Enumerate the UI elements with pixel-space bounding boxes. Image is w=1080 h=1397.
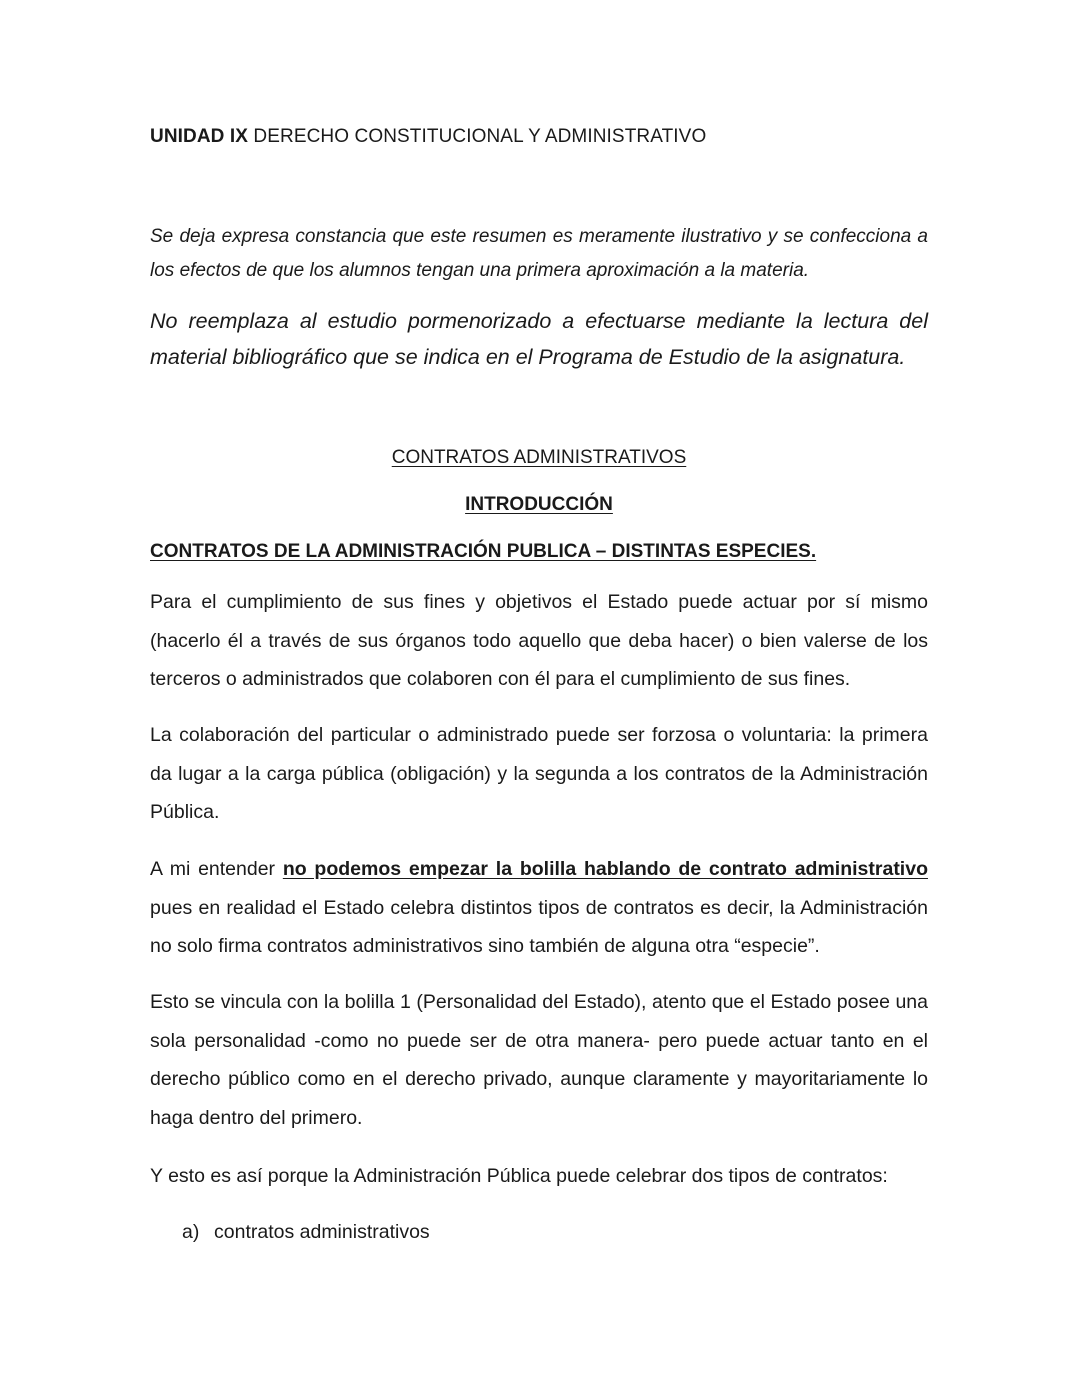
unit-title [150,126,706,148]
body-paragraph-2: La colaboración del particular o administrado puede ser forzosa o voluntaria: la primera da lugar a la carga pública (obligación) y la segunda a los contratos de la Administración Pública. [150,724,928,823]
paragraph-3-end: pues en realidad el Estado celebra distintos tipos de contratos es decir, la Administración no solo firma contratos administrativos sino también de alguna otra “especie”. [150,896,928,957]
unit-subject: DERECHO CONSTITUCIONAL Y ADMINISTRATIVO [253,126,707,147]
paragraph-3-start: A mi entender [150,858,283,880]
disclaimer-paragraph-2: No reemplaza al estudio pormenorizado a efectuarse mediante la lectura del material bibliográfico que se indica en el Programa de Estudio de la asignatura. [150,309,928,369]
heading-contratos-administrativos: CONTRATOS ADMINISTRATIVOS [391,447,687,468]
section-heading: CONTRATOS DE LA ADMINISTRACIÓN PUBLICA – DISTINTAS ESPECIES. [150,541,817,562]
body-paragraph-1: Para el cumplimiento de sus fines y objetivos el Estado puede actuar por sí mismo (hacerlo él a través de sus órganos todo aquello que deba hacer) o bien valerse de los terceros o administrados que colaboren con él para el cumplimiento de sus fines. [150,591,928,690]
body-paragraph-5: Y esto es así porque la Administración Pública puede celebrar dos tipos de contratos: [150,1165,888,1187]
disclaimer-paragraph-1: Se deja expresa constancia que este resumen es meramente ilustrativo y se confecciona a los efectos de que los alumnos tengan una primera aproximación a la materia. [150,226,928,281]
body-paragraph-3 [150,850,928,966]
heading-introduccion: INTRODUCCIÓN [465,494,613,515]
list-item [182,1213,430,1252]
unit-label: UNIDAD IX [150,126,249,147]
list-item-text: contratos administrativos [214,1221,430,1243]
body-paragraph-4: Esto se vincula con la bolilla 1 (Personalidad del Estado), atento que el Estado posee una sola personalidad -como no puede ser de otra manera- pero puede actuar tanto en el derecho público como en el derecho privado, aunque claramente y mayoritariamente lo haga dentro del primero. [150,991,928,1129]
paragraph-3-emphasis: no podemos empezar la bolilla hablando de contrato administrativo [282,858,928,880]
list-item-marker: a) [182,1221,200,1243]
